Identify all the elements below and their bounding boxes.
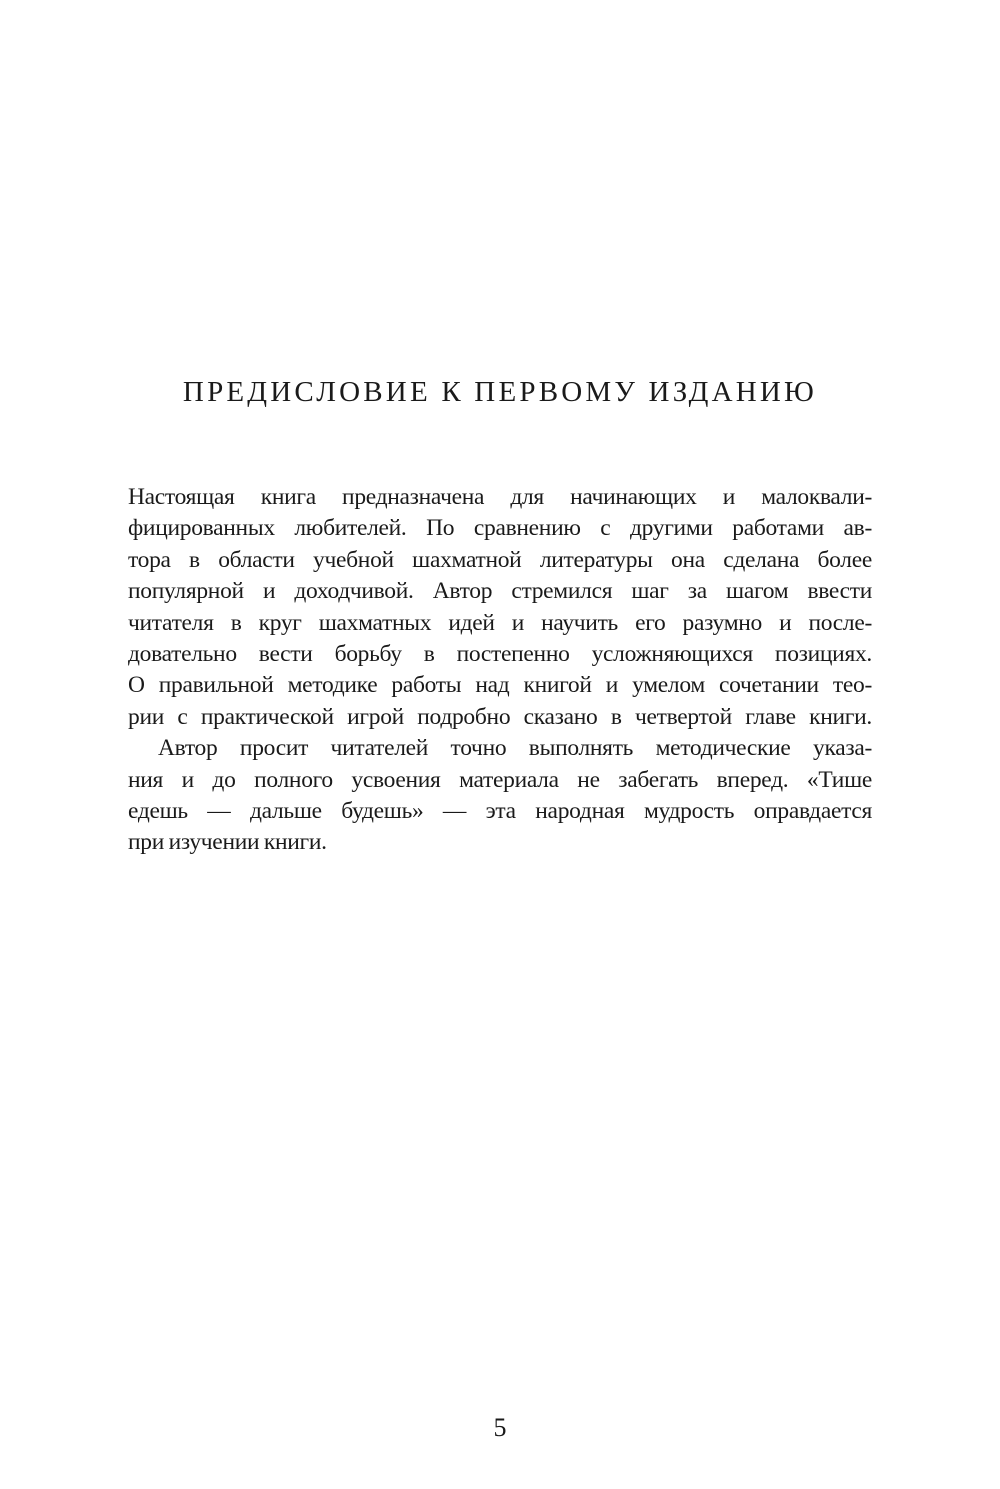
- page-number: 5: [493, 1413, 507, 1442]
- text-line: довательно вести борьбу в постепенно усложняющихся позициях.: [128, 640, 872, 667]
- text-line: рии с практической игрой подробно сказано в четвертой главе книги.: [128, 703, 872, 730]
- text-line: популярной и доходчивой. Автор стремился шаг за шагом ввести: [128, 578, 872, 605]
- text-line: Автор просит читателей точно выполнять методические указа-: [158, 735, 872, 762]
- preface-body: [128, 482, 872, 859]
- text-line: читателя в круг шахматных идей и научить его разумно и после-: [128, 609, 872, 636]
- paragraph-1: [128, 482, 872, 733]
- text-line: фицированных любителей. По сравнению с другими работами ав-: [128, 515, 872, 542]
- page-title: ПРЕДИСЛОВИЕ К ПЕРВОМУ ИЗДАНИЮ: [182, 376, 818, 408]
- text-line: О правильной методике работы над книгой и умелом сочетании тео-: [128, 672, 872, 699]
- text-line: при изучении книги.: [128, 829, 327, 856]
- text-line: ния и до полного усвоения материала не забегать вперед. «Тише: [128, 766, 872, 793]
- text-line: едешь — дальше будешь» — эта народная мудрость оправдается: [128, 797, 872, 824]
- text-line: тора в области учебной шахматной литературы она сделана более: [128, 546, 872, 573]
- paragraph-2: [128, 733, 872, 859]
- text-line: Настоящая книга предназначена для начинающих и малоквали-: [128, 484, 872, 510]
